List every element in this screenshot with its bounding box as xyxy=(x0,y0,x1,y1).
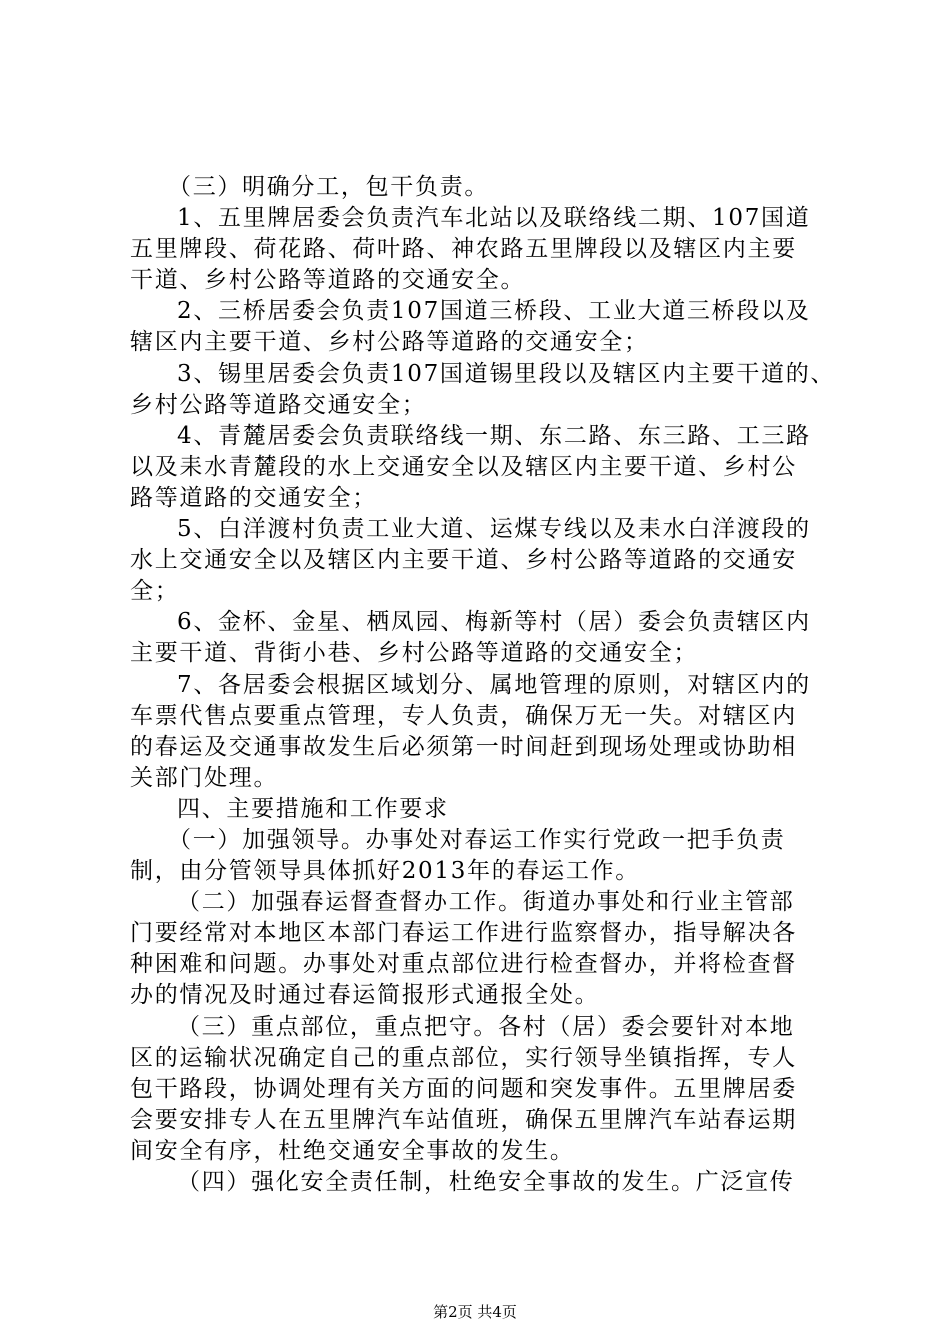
body-line: 制，由分管领导具体抓好2013年的春运工作。 xyxy=(130,858,640,884)
body-line: 区的运输状况确定自己的重点部位，实行领导坐镇指挥，专人 xyxy=(130,1045,797,1071)
body-line: （三）明确分工，包干负责。 xyxy=(168,174,490,200)
body-line: 办的情况及时通过春运简报形式通报全处。 xyxy=(130,982,600,1008)
body-line: 干道、乡村公路等道路的交通安全。 xyxy=(130,267,526,293)
body-line: 间安全有序，杜绝交通安全事故的发生。 xyxy=(130,1138,575,1164)
body-line: 水上交通安全以及辖区内主要干道、乡村公路等道路的交通安 xyxy=(130,547,797,573)
body-line: 1、五里牌居委会负责汽车北站以及联络线二期、107国道 xyxy=(177,205,811,231)
body-line: 4、青麓居委会负责联络线一期、东二路、东三路、工三路 xyxy=(177,423,811,449)
body-line: 会要安排专人在五里牌汽车站值班，确保五里牌汽车站春运期 xyxy=(130,1107,797,1133)
page-footer: 第2页 共4页 xyxy=(433,1303,517,1321)
body-line: 车票代售点要重点管理，专人负责，确保万无一失。对辖区内 xyxy=(130,703,797,729)
body-line: （四）强化安全责任制，杜绝安全事故的发生。广泛宣传 xyxy=(177,1169,795,1195)
body-line: 包干路段，协调处理有关方面的问题和突发事件。五里牌居委 xyxy=(130,1076,797,1102)
body-line: 门要经常对本地区本部门春运工作进行监察督办，指导解决各 xyxy=(130,920,797,946)
body-line: 以及耒水青麓段的水上交通安全以及辖区内主要干道、乡村公 xyxy=(130,454,797,480)
body-line: 乡村公路等道路交通安全； xyxy=(130,392,427,418)
body-line: （三）重点部位，重点把守。各村（居）委会要针对本地 xyxy=(177,1014,795,1040)
body-line: 的春运及交通事故发生后必须第一时间赶到现场处理或协助相 xyxy=(130,734,797,760)
body-line: 7、各居委会根据区域划分、属地管理的原则，对辖区内的 xyxy=(177,672,811,698)
body-line: 5、白洋渡村负责工业大道、运煤专线以及耒水白洋渡段的 xyxy=(177,516,811,542)
body-line: （一）加强领导。办事处对春运工作实行党政一把手负责 xyxy=(168,827,786,853)
body-line: （二）加强春运督查督办工作。街道办事处和行业主管部 xyxy=(177,889,795,915)
body-line: 3、锡里居委会负责107国道锡里段以及辖区内主要干道的、 xyxy=(177,361,836,387)
body-line: 2、三桥居委会负责107国道三桥段、工业大道三桥段以及 xyxy=(177,298,811,324)
body-line: 主要干道、背街小巷、乡村公路等道路的交通安全； xyxy=(130,640,699,666)
body-line: 6、金杯、金星、栖凤园、梅新等村（居）委会负责辖区内 xyxy=(177,609,811,635)
body-line: 五里牌段、荷花路、荷叶路、神农路五里牌段以及辖区内主要 xyxy=(130,236,797,262)
section-heading: 四、主要措施和工作要求 xyxy=(177,796,449,822)
body-line: 种困难和问题。办事处对重点部位进行检查督办，并将检查督 xyxy=(130,951,797,977)
body-line: 路等道路的交通安全； xyxy=(130,485,377,511)
body-line: 关部门处理。 xyxy=(130,765,279,791)
body-line: 全； xyxy=(130,578,180,604)
body-line: 辖区内主要干道、乡村公路等道路的交通安全； xyxy=(130,329,649,355)
